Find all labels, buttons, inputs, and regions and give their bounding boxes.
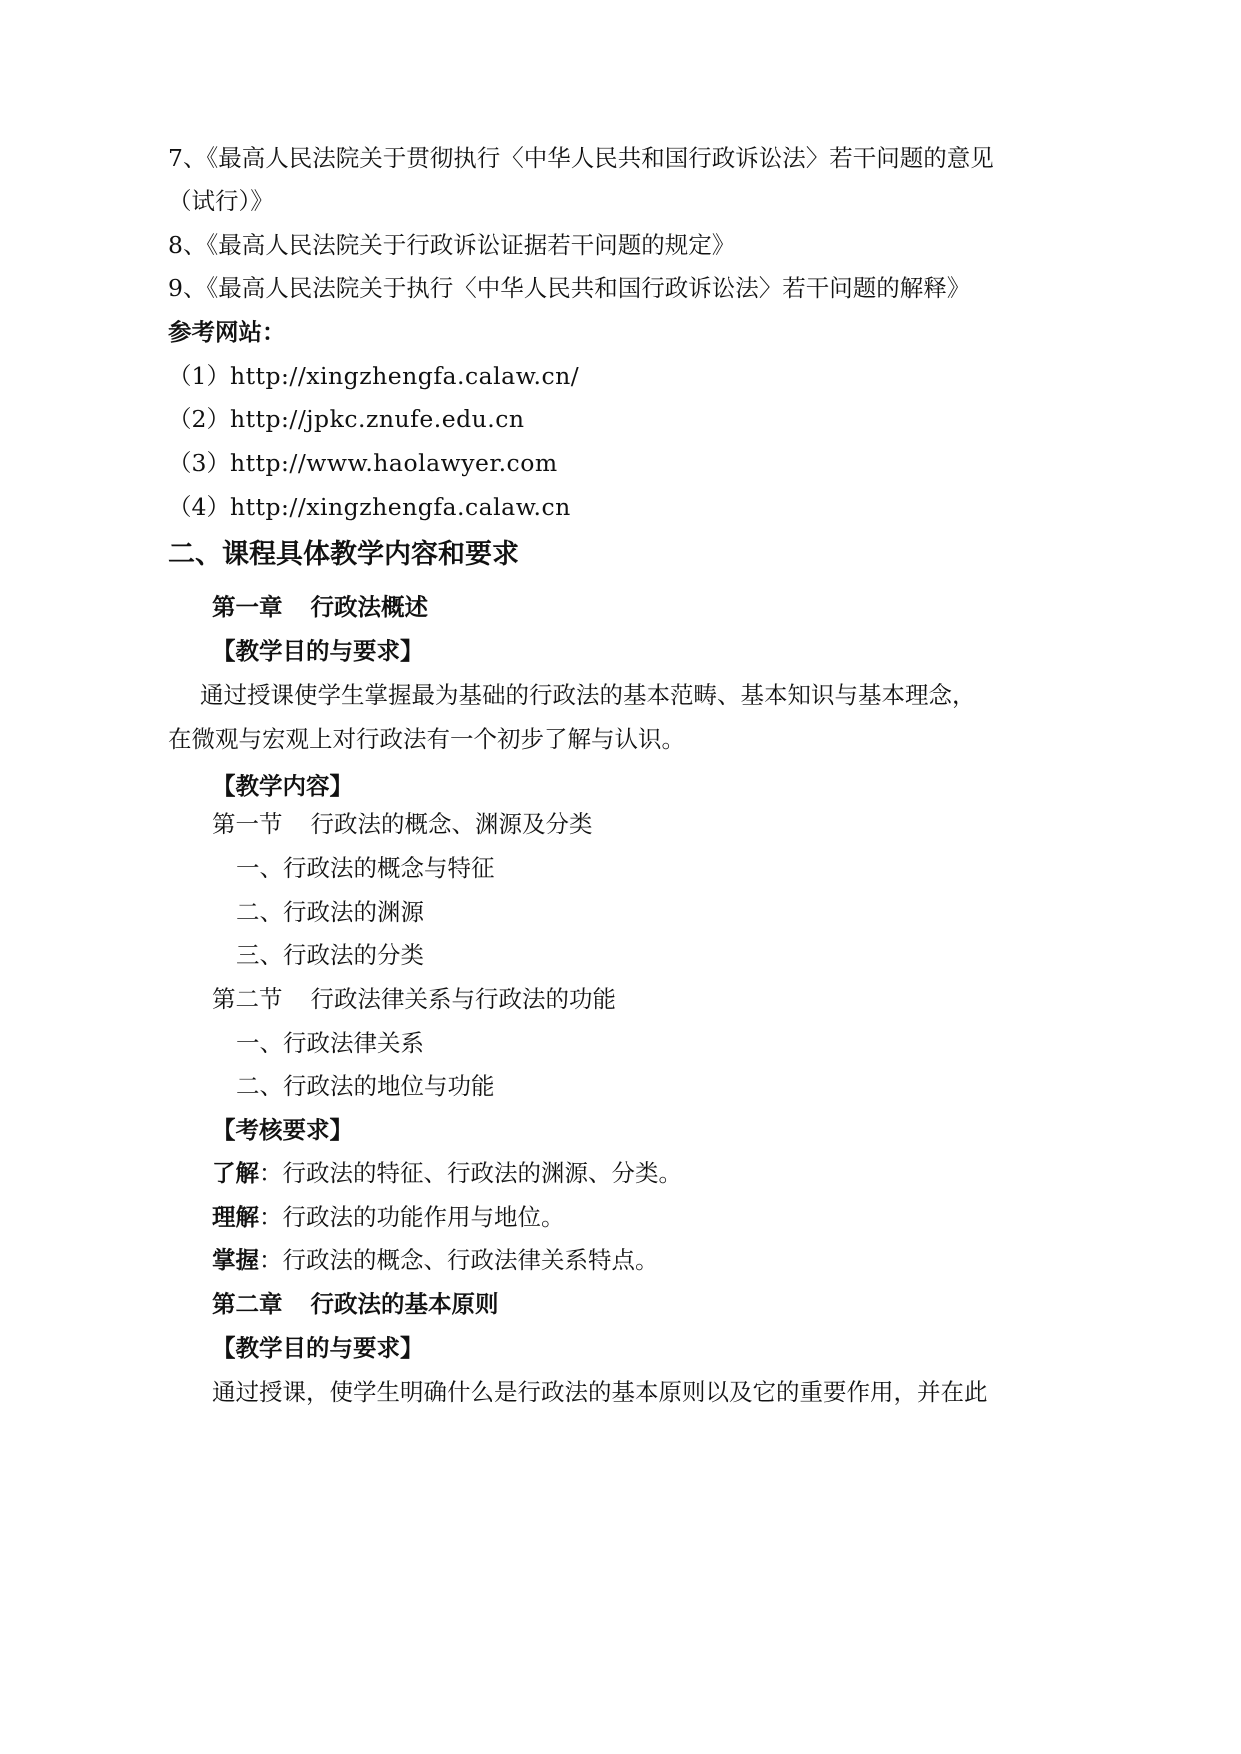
website-url[interactable]: http://jpkc.znufe.edu.cn (229, 405, 525, 433)
chapter-1-goal-line1: 通过授课使学生掌握最为基础的行政法的基本范畴、基本知识与基本理念， (200, 681, 976, 709)
chapter-2-goal-heading: 【教学目的与要求】 (212, 1334, 424, 1362)
chapter-1-goal-heading: 【教学目的与要求】 (212, 637, 424, 665)
chapter-1-content-heading: 【教学内容】 (212, 772, 353, 800)
assess-label: 理解 (212, 1203, 259, 1231)
assess-item (212, 1158, 682, 1188)
assess-label: 了解 (212, 1159, 259, 1187)
chapter-1-title (212, 592, 428, 622)
assess-text: ：行政法的特征、行政法的渊源、分类。 (259, 1159, 682, 1187)
outline-item: 二、行政法的地位与功能 (236, 1072, 495, 1100)
websites-heading: 参考网站： (168, 318, 286, 346)
reference-7-line1: 7、《最高人民法院关于贯彻执行〈中华人民共和国行政诉讼法〉若干问题的意见 (168, 144, 994, 172)
chapter-name: 行政法概述 (310, 593, 428, 621)
assess-text: ：行政法的功能作用与地位。 (259, 1203, 565, 1231)
website-url[interactable]: http://xingzhengfa.calaw.cn/ (229, 362, 580, 390)
website-url[interactable]: http://xingzhengfa.calaw.cn (229, 493, 571, 521)
section-number: 第一节 (212, 810, 283, 838)
assess-item (212, 1245, 659, 1275)
outline-item: 三、行政法的分类 (236, 941, 424, 969)
reference-9: 9、《最高人民法院关于执行〈中华人民共和国行政诉讼法〉若干问题的解释》 (168, 274, 971, 302)
website-item-4 (168, 492, 571, 522)
website-item-3 (168, 448, 558, 478)
assess-text: ：行政法的概念、行政法律关系特点。 (259, 1246, 659, 1274)
chapter-1-assess-heading: 【考核要求】 (212, 1116, 353, 1144)
outline-item: 一、行政法的概念与特征 (236, 854, 495, 882)
chapter-1-section-1 (212, 809, 593, 839)
chapter-name: 行政法的基本原则 (310, 1290, 499, 1318)
website-url[interactable]: http://www.haolawyer.com (229, 449, 558, 477)
section-number: 第二节 (212, 985, 283, 1013)
outline-item: 一、行政法律关系 (236, 1029, 424, 1057)
website-number: （1） (168, 362, 230, 390)
chapter-number: 第二章 (212, 1290, 283, 1318)
website-number: （3） (168, 449, 230, 477)
assess-item (212, 1202, 565, 1232)
website-number: （2） (168, 405, 230, 433)
outline-item: 二、行政法的渊源 (236, 898, 424, 926)
reference-7-line2: （试行）》 (168, 187, 274, 215)
chapter-1-section-2 (212, 984, 616, 1014)
section-name: 行政法律关系与行政法的功能 (310, 985, 616, 1013)
chapter-1-goal-line2: 在微观与宏观上对行政法有一个初步了解与认识。 (168, 725, 685, 753)
website-item-1 (168, 361, 579, 391)
website-item-2 (168, 404, 525, 434)
chapter-2-goal-line1: 通过授课，使学生明确什么是行政法的基本原则以及它的重要作用，并在此 (212, 1378, 988, 1406)
assess-label: 掌握 (212, 1246, 259, 1274)
chapter-2-title (212, 1289, 499, 1319)
reference-8: 8、《最高人民法院关于行政诉讼证据若干问题的规定》 (168, 231, 736, 259)
section-name: 行政法的概念、渊源及分类 (310, 810, 593, 838)
section-title: 二、课程具体教学内容和要求 (168, 539, 519, 570)
chapter-number: 第一章 (212, 593, 283, 621)
website-number: （4） (168, 493, 230, 521)
